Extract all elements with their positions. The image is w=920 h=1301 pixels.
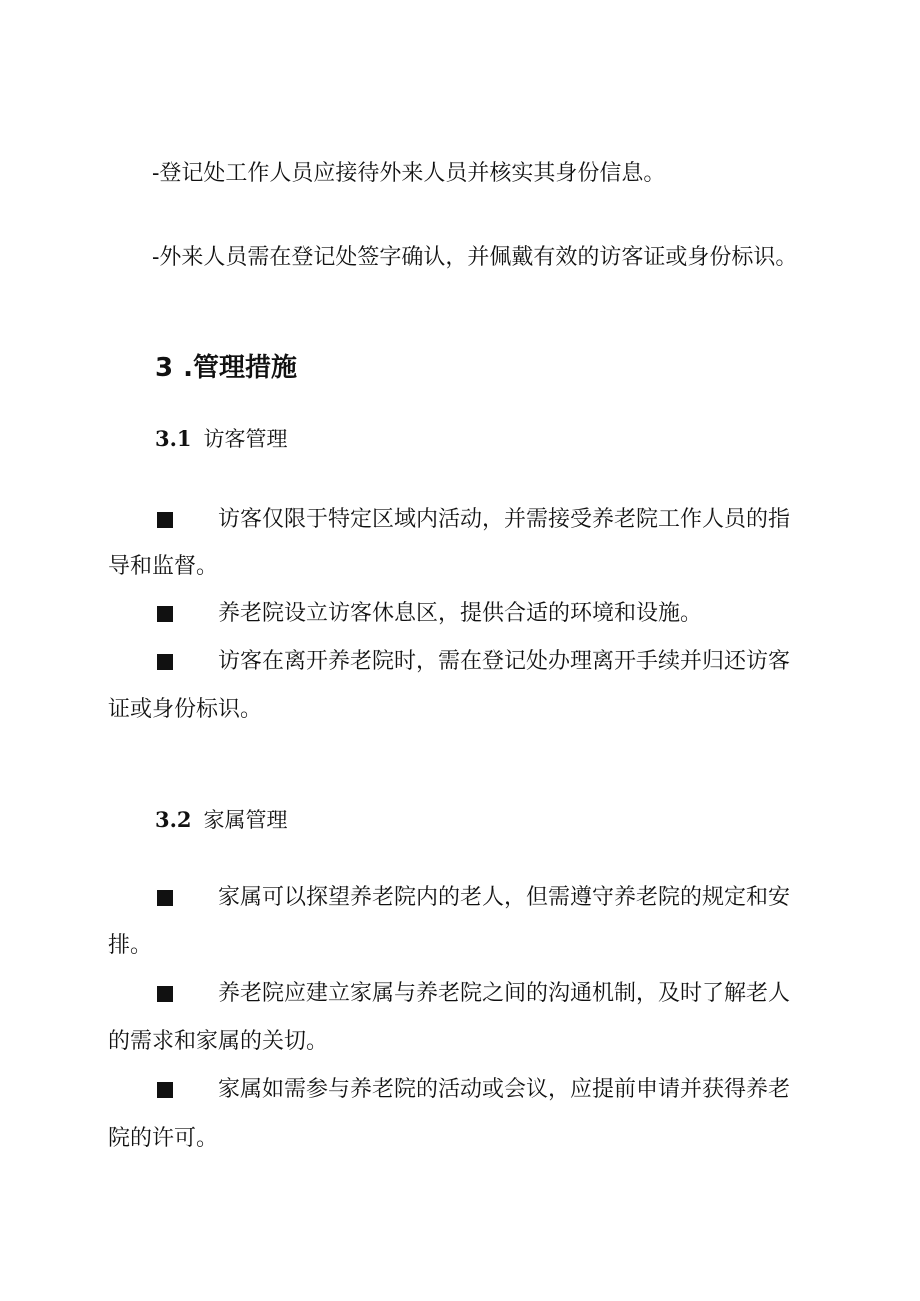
list-item-text: 养老院应建立家属与养老院之间的沟通机制，及时了解老人 xyxy=(218,981,791,1006)
intro-line-1: -登记处工作人员应接待外来人员并核实其身份信息。 xyxy=(152,161,666,186)
list-item-continuation: 导和监督。 xyxy=(108,554,219,579)
section-3-title: .管理措施 xyxy=(183,353,297,383)
section-3-1-heading xyxy=(155,424,288,454)
bullet-square-icon xyxy=(157,986,173,1002)
bullet-square-icon xyxy=(157,654,173,670)
list-item-text: 家属可以探望养老院内的老人，但需遵守养老院的规定和安 xyxy=(218,885,791,910)
section-3-1-title: 访客管理 xyxy=(203,427,288,451)
section-3-1-number: 3.1 xyxy=(155,426,192,451)
list-item-continuation: 排。 xyxy=(108,933,153,958)
list-item-continuation: 证或身份标识。 xyxy=(108,697,263,722)
section-3-heading xyxy=(155,351,297,385)
section-3-2-title: 家属管理 xyxy=(203,808,288,832)
section-3-number: 3 xyxy=(155,353,174,383)
list-item-continuation: 院的许可。 xyxy=(108,1126,219,1151)
bullet-square-icon xyxy=(157,1082,173,1098)
list-item-continuation: 的需求和家属的关切。 xyxy=(108,1029,329,1054)
list-item-text: 访客在离开养老院时，需在登记处办理离开手续并归还访客 xyxy=(218,649,791,674)
list-item-text: 访客仅限于特定区域内活动，并需接受养老院工作人员的指 xyxy=(218,507,791,532)
bullet-square-icon xyxy=(157,890,173,906)
list-item-text: 家属如需参与养老院的活动或会议，应提前申请并获得养老 xyxy=(218,1077,791,1102)
bullet-square-icon xyxy=(157,606,173,622)
list-item-text: 养老院设立访客休息区，提供合适的环境和设施。 xyxy=(218,601,703,626)
bullet-square-icon xyxy=(157,512,173,528)
intro-line-2: -外来人员需在登记处签字确认，并佩戴有效的访客证或身份标识。 xyxy=(152,245,798,270)
section-3-2-heading xyxy=(155,805,288,835)
section-3-2-number: 3.2 xyxy=(155,807,192,832)
